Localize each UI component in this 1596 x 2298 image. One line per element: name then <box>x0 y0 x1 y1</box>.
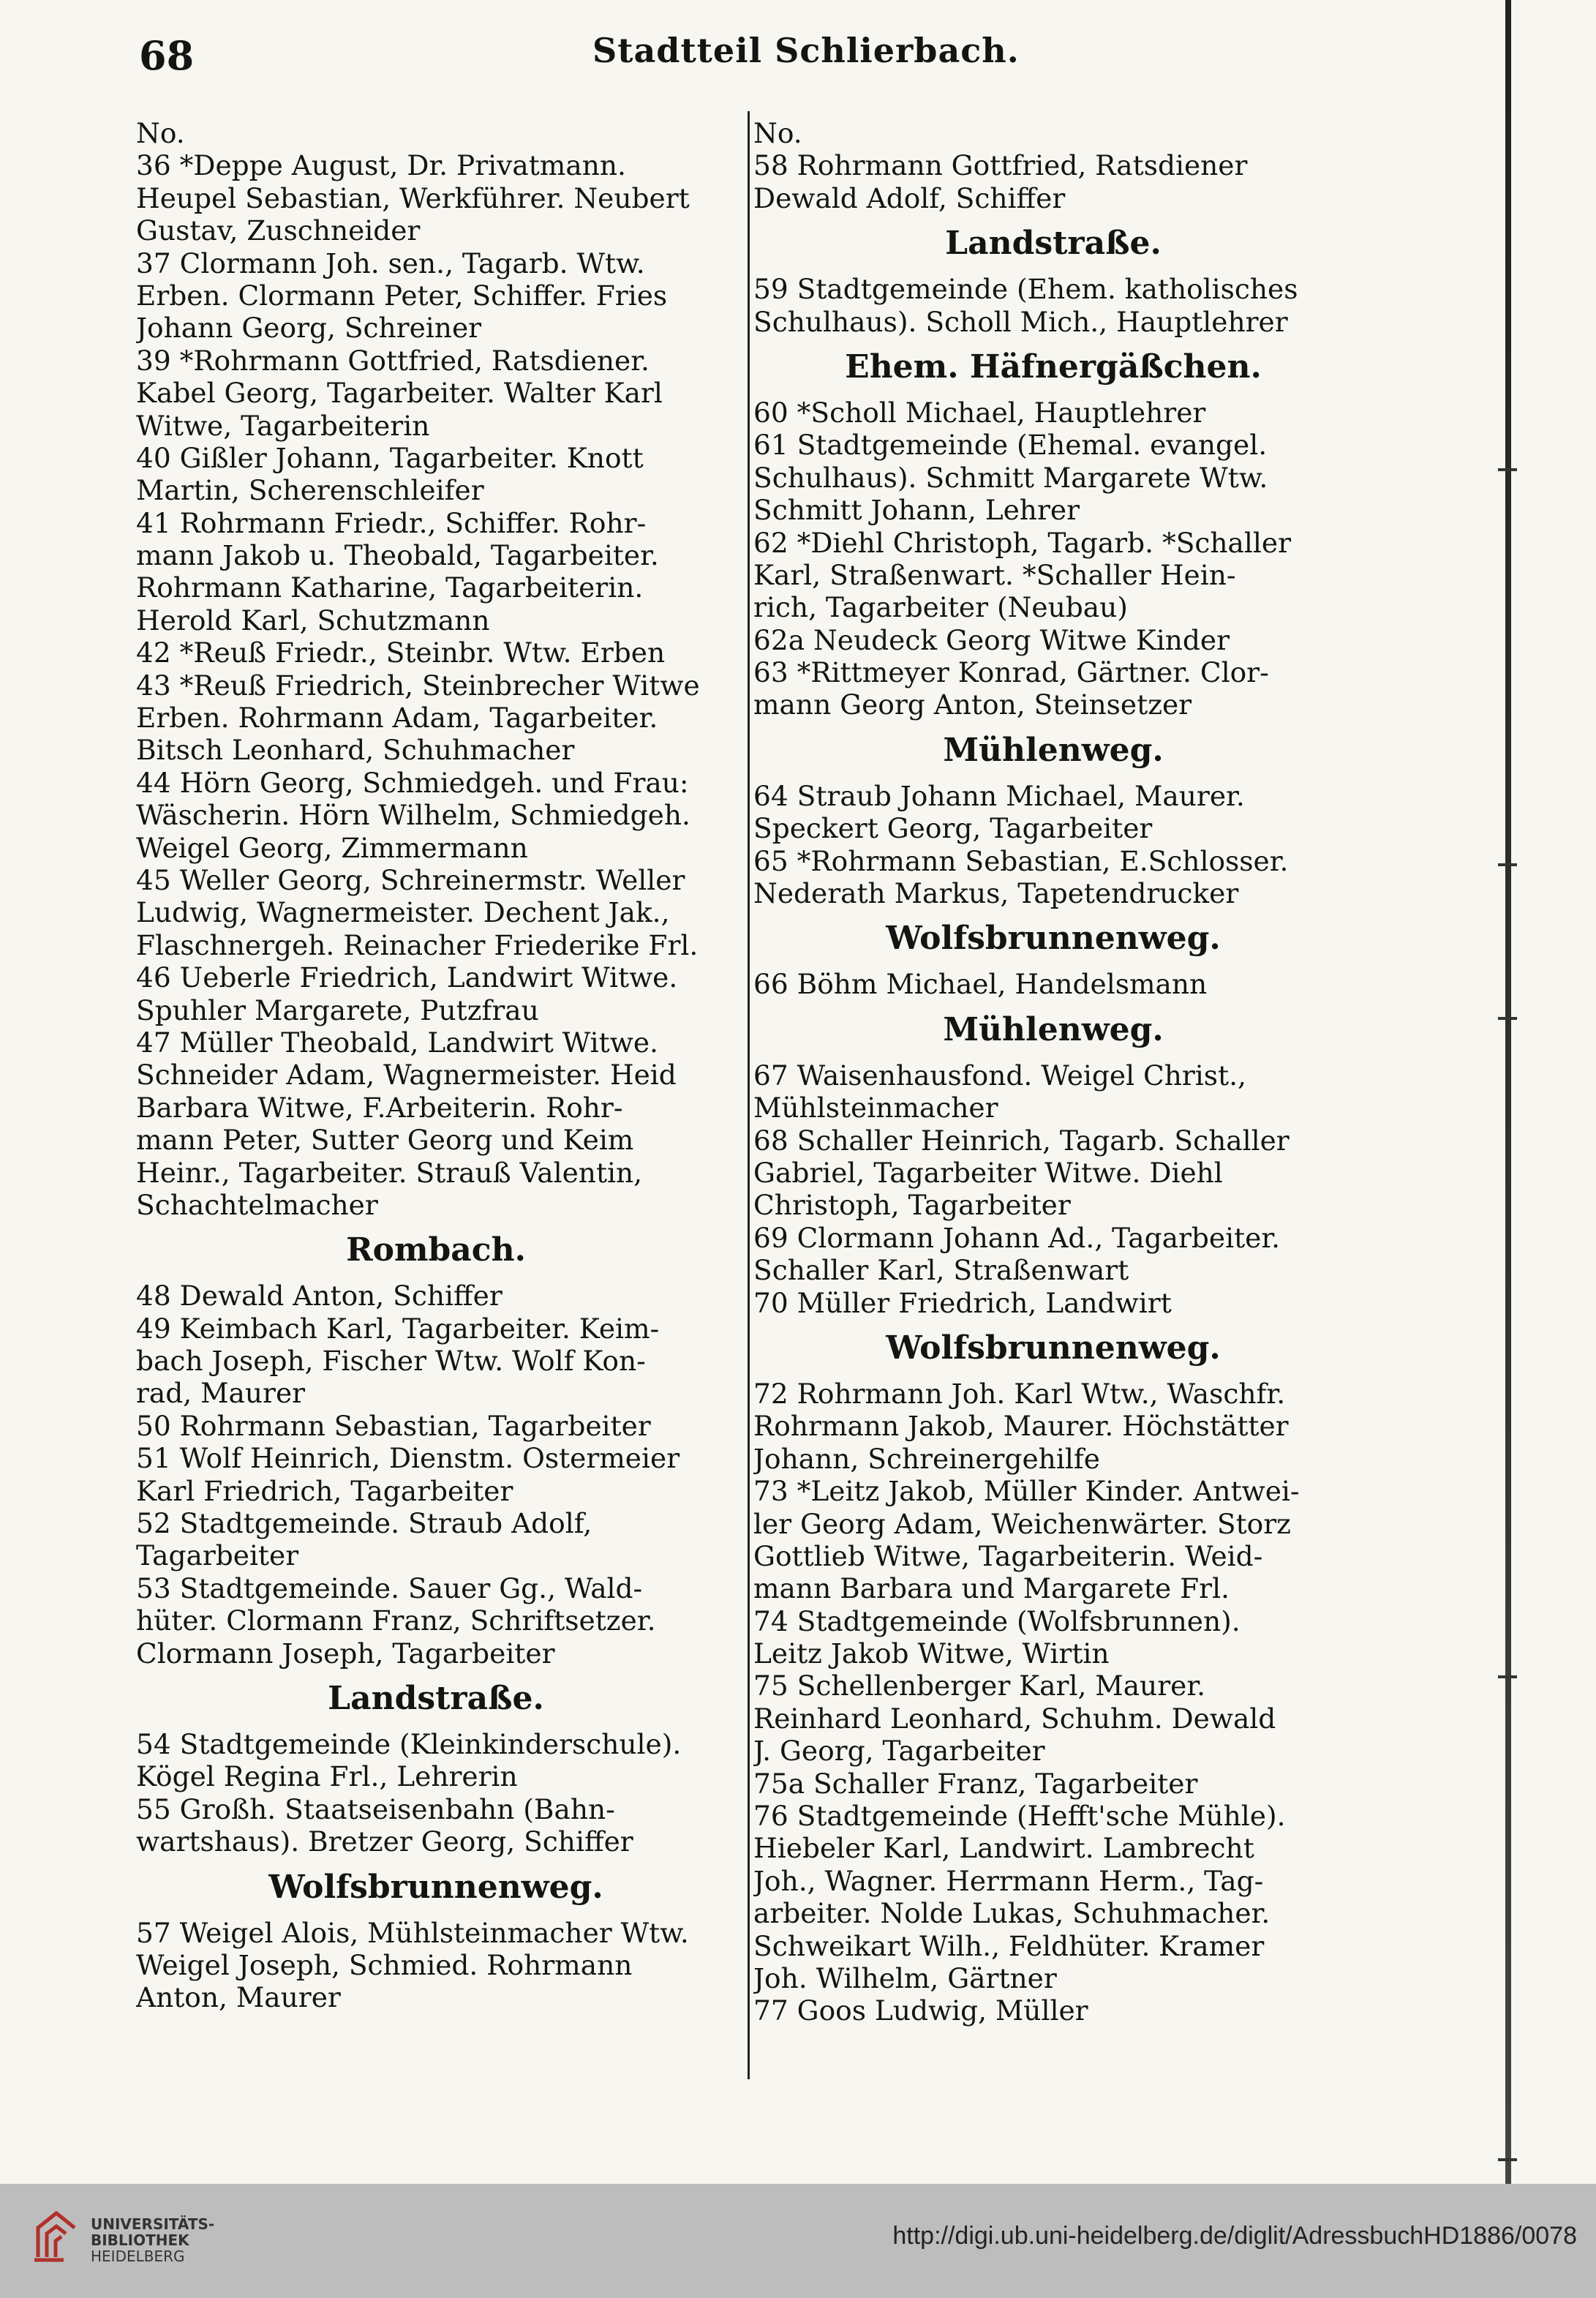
directory-entry-line: No. <box>753 117 802 149</box>
directory-entry-line: 64 Straub Johann Michael, Maurer. <box>753 779 1245 812</box>
directory-entry-line: Wäscherin. Hörn Wilhelm, Schmiedgeh. <box>136 799 690 832</box>
directory-entry-line: Martin, Scherenschleifer <box>136 474 484 507</box>
library-logo-icon <box>31 2206 82 2264</box>
directory-entry-line: Anton, Maurer <box>136 1981 341 2014</box>
directory-entry-line: Tagarbeiter <box>136 1539 299 1572</box>
directory-entry-line: Barbara Witwe, F.Arbeiterin. Rohr- <box>136 1091 623 1124</box>
directory-entry-line: 58 Rohrmann Gottfried, Ratsdiener <box>753 149 1248 182</box>
right-column <box>753 117 1353 2027</box>
directory-entry-line: 68 Schaller Heinrich, Tagarb. Schaller <box>753 1124 1290 1157</box>
directory-entry-line: 37 Clormann Joh. sen., Tagarb. Wtw. <box>136 247 645 279</box>
directory-entry-line: rich, Tagarbeiter (Neubau) <box>753 591 1128 624</box>
directory-entry-line: 48 Dewald Anton, Schiffer <box>136 1280 502 1313</box>
directory-entry-line: Schulhaus). Schmitt Margarete Wtw. <box>753 461 1268 494</box>
directory-entry-line: Schulhaus). Scholl Mich., Hauptlehrer <box>753 305 1288 338</box>
directory-entry-line: 46 Ueberle Friedrich, Landwirt Witwe. <box>136 961 678 994</box>
directory-entry-line: mann Georg Anton, Steinsetzer <box>753 688 1192 721</box>
running-title: Stadtteil Schlierbach. <box>592 31 1020 70</box>
directory-entry-line: Herold Karl, Schutzmann <box>136 604 490 637</box>
directory-entry-line: J. Georg, Tagarbeiter <box>753 1735 1045 1768</box>
directory-entry-line: hüter. Clormann Franz, Schriftsetzer. <box>136 1604 656 1637</box>
directory-entry-line: Heupel Sebastian, Werkführer. Neubert <box>136 181 690 214</box>
directory-entry-line: Johann, Schreinergehilfe <box>753 1442 1100 1475</box>
directory-entry-line: Joh., Wagner. Herrmann Herm., Tag- <box>753 1864 1264 1897</box>
directory-entry-line: 70 Müller Friedrich, Landwirt <box>753 1286 1172 1319</box>
directory-entry-line: Schweikart Wilh., Feldhüter. Kramer <box>753 1929 1265 1962</box>
directory-entry-line: 49 Keimbach Karl, Tagarbeiter. Keim- <box>136 1312 660 1345</box>
street-heading: Landstraße. <box>328 1679 544 1717</box>
library-name-line: HEIDELBERG <box>91 2248 185 2265</box>
directory-entry-line: Joh. Wilhelm, Gärtner <box>753 1961 1057 1994</box>
library-name <box>91 2216 214 2264</box>
directory-entry-line: Schneider Adam, Wagnermeister. Heid <box>136 1059 677 1092</box>
directory-entry-line: Ludwig, Wagnermeister. Dechent Jak., <box>136 896 670 929</box>
directory-entry-line: 65 *Rohrmann Sebastian, E.Schlosser. <box>753 844 1289 877</box>
directory-entry-line: Karl, Straßenwart. *Schaller Hein- <box>753 558 1236 591</box>
library-name-line: UNIVERSITÄTS- <box>91 2215 215 2233</box>
directory-entry-line: Gabriel, Tagarbeiter Witwe. Diehl <box>753 1156 1223 1189</box>
directory-entry-line: Speckert Georg, Tagarbeiter <box>753 812 1153 845</box>
library-name-line: BIBLIOTHEK <box>91 2231 189 2249</box>
directory-entry-line: Bitsch Leonhard, Schuhmacher <box>136 734 575 767</box>
directory-entry-line: mann Jakob u. Theobald, Tagarbeiter. <box>136 539 659 572</box>
directory-entry-line: 47 Müller Theobald, Landwirt Witwe. <box>136 1026 658 1059</box>
directory-entry-line: 50 Rohrmann Sebastian, Tagarbeiter <box>136 1409 651 1442</box>
source-url-link[interactable]: http://digi.ub.uni-heidelberg.de/diglit/AdressbuchHD1886/0078 <box>892 2222 1577 2250</box>
directory-entry-line: 39 *Rohrmann Gottfried, Ratsdiener. <box>136 344 650 377</box>
directory-entry-line: Hiebeler Karl, Landwirt. Lambrecht <box>753 1832 1254 1865</box>
directory-entry-line: Karl Friedrich, Tagarbeiter <box>136 1474 513 1507</box>
directory-entry-line: Flaschnergeh. Reinacher Friederike Frl. <box>136 928 699 961</box>
directory-entry-line: Schmitt Johann, Lehrer <box>753 494 1080 527</box>
directory-entry-line: 77 Goos Ludwig, Müller <box>753 1994 1088 2027</box>
directory-entry-line: Gottlieb Witwe, Tagarbeiterin. Weid- <box>753 1539 1263 1572</box>
directory-entry-line: 63 *Rittmeyer Konrad, Gärtner. Clor- <box>753 656 1269 689</box>
directory-entry-line: 40 Gißler Johann, Tagarbeiter. Knott <box>136 441 644 474</box>
directory-entry-line: Nederath Markus, Tapetendrucker <box>753 877 1239 910</box>
directory-entry-line: mann Peter, Sutter Georg und Keim <box>136 1124 634 1157</box>
column-divider <box>748 111 750 2079</box>
directory-entry-line: 75 Schellenberger Karl, Maurer. <box>753 1670 1206 1702</box>
directory-entry-line: Gustav, Zuschneider <box>136 214 421 247</box>
directory-entry-line: No. <box>136 117 185 149</box>
directory-entry-line: Rohrmann Katharine, Tagarbeiterin. <box>136 571 644 604</box>
directory-entry-line: wartshaus). Bretzer Georg, Schiffer <box>136 1825 633 1858</box>
directory-entry-line: 51 Wolf Heinrich, Dienstm. Ostermeier <box>136 1442 680 1475</box>
directory-entry-line: Heinr., Tagarbeiter. Strauß Valentin, <box>136 1156 643 1189</box>
directory-entry-line: 69 Clormann Johann Ad., Tagarbeiter. <box>753 1221 1281 1254</box>
directory-entry-line: Leitz Jakob Witwe, Wirtin <box>753 1637 1110 1670</box>
street-heading: Mühlenweg. <box>943 731 1164 769</box>
directory-entry-line: 52 Stadtgemeinde. Straub Adolf, <box>136 1507 592 1540</box>
directory-entry-line: Kabel Georg, Tagarbeiter. Walter Karl <box>136 377 663 410</box>
directory-entry-line: 66 Böhm Michael, Handelsmann <box>753 968 1208 1001</box>
directory-entry-line: 73 *Leitz Jakob, Müller Kinder. Antwei- <box>753 1475 1300 1508</box>
directory-entry-line: Erben. Rohrmann Adam, Tagarbeiter. <box>136 702 658 735</box>
directory-entry-line: 60 *Scholl Michael, Hauptlehrer <box>753 396 1206 429</box>
directory-entry-line: Weigel Georg, Zimmermann <box>136 831 528 864</box>
directory-entry-line: 76 Stadtgemeinde (Hefft'sche Mühle). <box>753 1800 1286 1833</box>
street-heading: Mühlenweg. <box>943 1010 1164 1048</box>
directory-entry-line: ler Georg Adam, Weichenwärter. Storz <box>753 1507 1291 1540</box>
directory-entry-line: 72 Rohrmann Joh. Karl Wtw., Waschfr. <box>753 1377 1286 1410</box>
directory-entry-line: Rohrmann Jakob, Maurer. Höchstätter <box>753 1410 1289 1443</box>
street-heading: Wolfsbrunnenweg. <box>886 920 1221 958</box>
directory-entry-line: 75a Schaller Franz, Tagarbeiter <box>753 1767 1198 1800</box>
directory-entry-line: 62a Neudeck Georg Witwe Kinder <box>753 623 1230 656</box>
directory-entry-line: Reinhard Leonhard, Schuhm. Dewald <box>753 1702 1276 1735</box>
directory-entry-line: 74 Stadtgemeinde (Wolfsbrunnen). <box>753 1604 1241 1637</box>
directory-entry-line: 55 Großh. Staatseisenbahn (Bahn- <box>136 1792 615 1825</box>
directory-entry-line: Schachtelmacher <box>136 1188 378 1221</box>
directory-entry-line: Schaller Karl, Straßenwart <box>753 1254 1129 1287</box>
directory-entry-line: 67 Waisenhausfond. Weigel Christ., <box>753 1059 1246 1092</box>
directory-entry-line: 45 Weller Georg, Schreinermstr. Weller <box>136 863 685 896</box>
page-edge-shadow <box>1505 0 1511 2184</box>
directory-entry-line: 41 Rohrmann Friedr., Schiffer. Rohr- <box>136 506 647 539</box>
directory-entry-line: 36 *Deppe August, Dr. Privatmann. <box>136 149 626 182</box>
directory-entry-line: Spuhler Margarete, Putzfrau <box>136 994 539 1026</box>
directory-entry-line: Mühlsteinmacher <box>753 1092 998 1124</box>
directory-entry-line: 42 *Reuß Friedr., Steinbr. Wtw. Erben <box>136 637 666 669</box>
street-heading: Landstraße. <box>945 225 1162 263</box>
footer-bar <box>0 2184 1596 2298</box>
directory-entry-line: Erben. Clormann Peter, Schiffer. Fries <box>136 279 668 312</box>
directory-entry-line: Clormann Joseph, Tagarbeiter <box>136 1637 555 1670</box>
directory-entry-line: 57 Weigel Alois, Mühlsteinmacher Wtw. <box>136 1916 689 1949</box>
directory-entry-line: mann Barbara und Margarete Frl. <box>753 1572 1230 1605</box>
directory-entry-line: rad, Maurer <box>136 1377 306 1410</box>
directory-entry-line: 53 Stadtgemeinde. Sauer Gg., Wald- <box>136 1572 643 1604</box>
street-heading: Ehem. Häfnergäßchen. <box>845 348 1262 386</box>
street-heading: Wolfsbrunnenweg. <box>886 1329 1221 1367</box>
directory-entry-line: 44 Hörn Georg, Schmiedgeh. und Frau: <box>136 766 689 799</box>
directory-entry-line: Johann Georg, Schreiner <box>136 312 482 345</box>
directory-entry-line: Dewald Adolf, Schiffer <box>753 181 1066 214</box>
directory-entry-line: 59 Stadtgemeinde (Ehem. katholisches <box>753 273 1298 306</box>
directory-entry-line: 43 *Reuß Friedrich, Steinbrecher Witwe <box>136 669 700 702</box>
page-number: 68 <box>139 32 195 79</box>
left-column <box>136 117 736 2014</box>
directory-entry-line: Weigel Joseph, Schmied. Rohrmann <box>136 1948 633 1981</box>
directory-entry-line: Witwe, Tagarbeiterin <box>136 409 430 442</box>
directory-entry-line: 62 *Diehl Christoph, Tagarb. *Schaller <box>753 526 1292 559</box>
directory-entry-line: Christoph, Tagarbeiter <box>753 1189 1071 1222</box>
directory-entry-line: 54 Stadtgemeinde (Kleinkinderschule). <box>136 1727 682 1760</box>
directory-entry-line: bach Joseph, Fischer Wtw. Wolf Kon- <box>136 1345 646 1378</box>
street-heading: Rombach. <box>346 1231 526 1269</box>
directory-entry-line: arbeiter. Nolde Lukas, Schuhmacher. <box>753 1897 1271 1930</box>
directory-entry-line: 61 Stadtgemeinde (Ehemal. evangel. <box>753 429 1268 462</box>
directory-entry-line: Kögel Regina Frl., Lehrerin <box>136 1760 518 1793</box>
street-heading: Wolfsbrunnenweg. <box>268 1868 603 1906</box>
page-header <box>139 25 1353 83</box>
